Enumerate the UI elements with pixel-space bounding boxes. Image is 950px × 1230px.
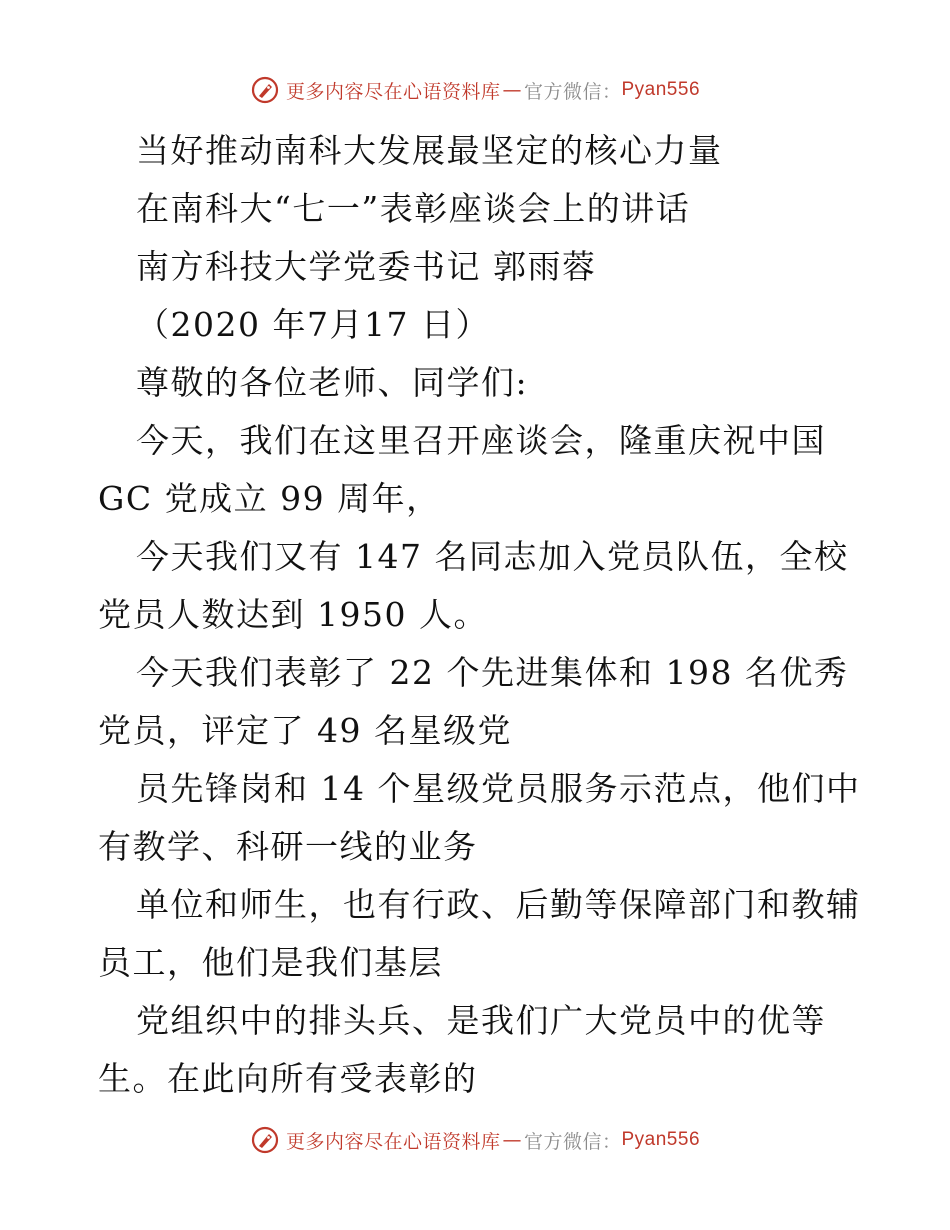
watermark-text-main: 更多内容尽在心语资料库 bbox=[285, 80, 501, 103]
paragraph-line: 党员人数达到 1950 人。 bbox=[98, 595, 488, 634]
document-title: 当好推动南科大发展最坚定的核心力量 bbox=[136, 131, 723, 170]
watermark-header bbox=[0, 70, 950, 110]
paragraph-line: 今天我们表彰了 22 个先进集体和 198 名优秀 bbox=[136, 653, 849, 692]
watermark-id: Pyan556 bbox=[621, 79, 701, 100]
document-subtitle: 在南科大“七一”表彰座谈会上的讲话 bbox=[136, 189, 691, 228]
watermark-text-main: 更多内容尽在心语资料库 bbox=[285, 1130, 501, 1153]
pen-nib-circle-icon bbox=[250, 75, 280, 105]
paragraph-line: 生。在此向所有受表彰的 bbox=[98, 1059, 478, 1098]
watermark-label: 官方微信： bbox=[523, 1130, 622, 1153]
paragraph-line: GC 党成立 99 周年， bbox=[98, 479, 441, 518]
paragraph-line: 党组织中的排头兵、是我们广大党员中的优等 bbox=[136, 1001, 826, 1040]
document-body bbox=[98, 122, 878, 1108]
document-date: （2020 年7月17 日） bbox=[136, 305, 490, 344]
paragraph-line: 单位和师生，也有行政、后勤等保障部门和教辅 bbox=[136, 885, 861, 924]
watermark-footer bbox=[0, 1120, 950, 1160]
paragraph-line: 今天，我们在这里召开座谈会，隆重庆祝中国 bbox=[136, 421, 826, 460]
watermark-separator: — bbox=[502, 79, 522, 101]
watermark-label: 官方微信： bbox=[523, 80, 622, 103]
paragraph-line: 党员，评定了 49 名星级党 bbox=[98, 711, 512, 750]
document-author: 南方科技大学党委书记 郭雨蓉 bbox=[136, 247, 597, 286]
paragraph-line: 员先锋岗和 14 个星级党员服务示范点，他们中 bbox=[136, 769, 861, 808]
watermark-separator: — bbox=[502, 1129, 522, 1151]
document-salutation: 尊敬的各位老师、同学们: bbox=[136, 363, 529, 402]
paragraph-line: 员工，他们是我们基层 bbox=[98, 943, 443, 982]
paragraph-line: 有教学、科研一线的业务 bbox=[98, 827, 478, 866]
watermark-id: Pyan556 bbox=[621, 1129, 701, 1150]
paragraph-line: 今天我们又有 147 名同志加入党员队伍，全校 bbox=[136, 537, 849, 576]
pen-nib-circle-icon bbox=[250, 1125, 280, 1155]
